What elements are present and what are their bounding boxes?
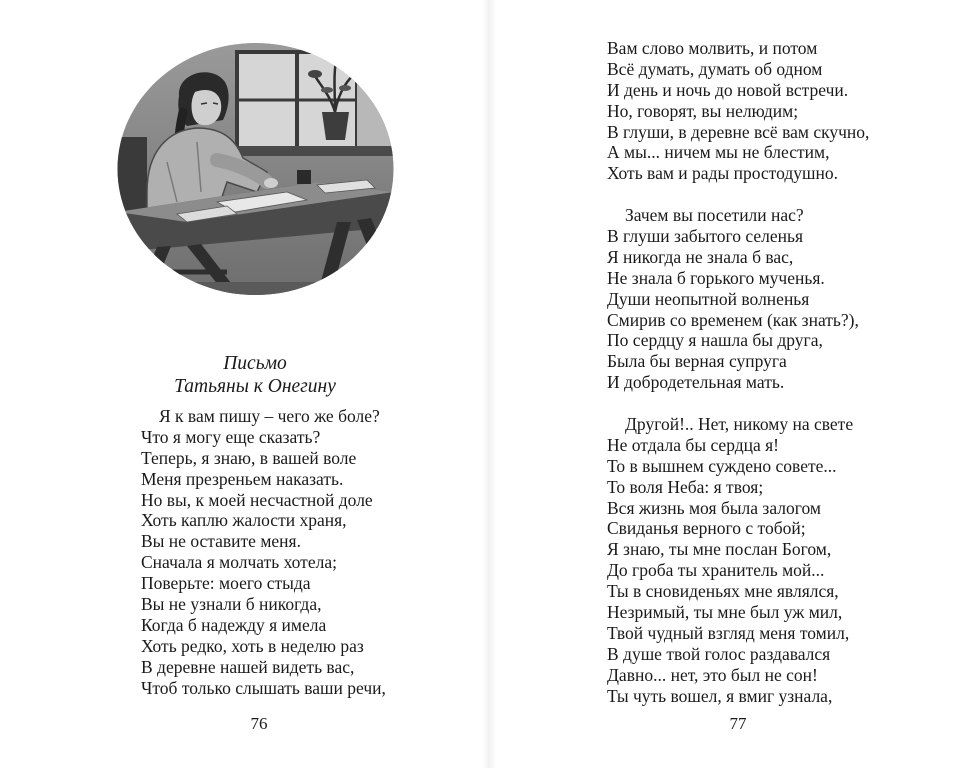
page-number-left: 76 — [250, 714, 268, 733]
poem-line: В душе твой голос раздавался — [607, 643, 831, 664]
poem-line: Меня презреньем наказать. — [141, 468, 344, 489]
poem-line: Зачем вы посетили нас? — [625, 205, 804, 226]
poem-line: Хоть вам и рады простодушно. — [607, 163, 838, 184]
poem-line: Вы не оставите меня. — [141, 531, 301, 552]
poem-line: Была бы верная супруга — [607, 351, 787, 372]
poem-line: До гроба ты хранитель мой... — [607, 560, 825, 581]
poem-title — [120, 352, 390, 398]
poem-line: Незримый, ты мне был уж мил, — [607, 602, 843, 623]
poem-line: И добродетельная мать. — [607, 372, 785, 393]
poem-line: Но вы, к моей несчастной доле — [141, 489, 373, 510]
page-number-right: 77 — [729, 714, 747, 733]
poem-line: Свиданья верного с тобой; — [607, 518, 806, 539]
poem-line: То воля Неба: я твоя; — [607, 476, 764, 497]
poem-line: Твой чудный взгляд меня томил, — [607, 622, 850, 643]
poem-line: Что я могу еще сказать? — [141, 426, 321, 447]
poem-title-line-2: Татьяны к Онегину — [174, 376, 336, 397]
poem-line: Когда б надежду я имела — [141, 614, 327, 635]
poem-line: Вам слово молвить, и потом — [607, 38, 818, 58]
poem-line: Я никогда не знала б вас, — [607, 246, 794, 267]
poem-line: В глуши, в деревне всё вам скучно, — [607, 121, 870, 142]
poem-line: Давно... нет, это был не сон! — [607, 664, 818, 685]
left-poem-text — [141, 406, 441, 698]
left-page — [0, 0, 489, 768]
poem-line: Души неопытной волненья — [607, 288, 810, 309]
poem-line: Смирив со временем (как знать?), — [607, 309, 859, 330]
poem-line: То в вышнем суждено совете... — [607, 455, 837, 476]
poem-line: Не знала б горького мученья. — [607, 267, 825, 288]
poem-line: В глуши забытого селенья — [607, 226, 804, 247]
poem-title-line-1: Письмо — [223, 353, 287, 374]
poem-line: Я знаю, ты мне послан Богом, — [607, 539, 832, 560]
poem-line: Теперь, я знаю, в вашей воле — [141, 447, 357, 468]
stanza-gap — [607, 184, 947, 205]
poem-line: Вся жизнь моя была залогом — [607, 497, 821, 518]
stanza-gap — [607, 393, 947, 414]
poem-line: Поверьте: моего стыда — [141, 573, 311, 594]
poem-line: Другой!.. Нет, никому на свете — [625, 414, 854, 435]
poem-line: А мы... ничем мы не блестим, — [607, 142, 830, 163]
poem-line: Ты чуть вошел, я вмиг узнала, — [607, 685, 833, 706]
poem-line: Я к вам пишу – чего же боле? — [159, 406, 380, 426]
poem-line: Всё думать, думать об одном — [607, 58, 823, 79]
poem-line: Хоть каплю жалости храня, — [141, 510, 347, 531]
poem-line: Ты в сновиденьях мне являлся, — [607, 581, 839, 602]
poem-line: Хоть редко, хоть в неделю раз — [141, 635, 364, 656]
poem-line: Сначала я молчать хотела; — [141, 552, 337, 573]
poem-line: В деревне нашей видеть вас, — [141, 656, 355, 677]
tatiana-writing-illustration — [117, 42, 394, 296]
poem-line: По сердцу я нашла бы друга, — [607, 330, 823, 351]
poem-line: Вы не узнали б никогда, — [141, 594, 322, 615]
poem-line: И день и ночь до новой встречи. — [607, 79, 849, 100]
poem-line: Но, говорят, вы нелюдим; — [607, 100, 799, 121]
poem-line: Чтоб только слышать ваши речи, — [141, 677, 386, 698]
right-poem-text — [607, 38, 947, 707]
poem-line: Не отдала бы сердца я! — [607, 434, 780, 455]
